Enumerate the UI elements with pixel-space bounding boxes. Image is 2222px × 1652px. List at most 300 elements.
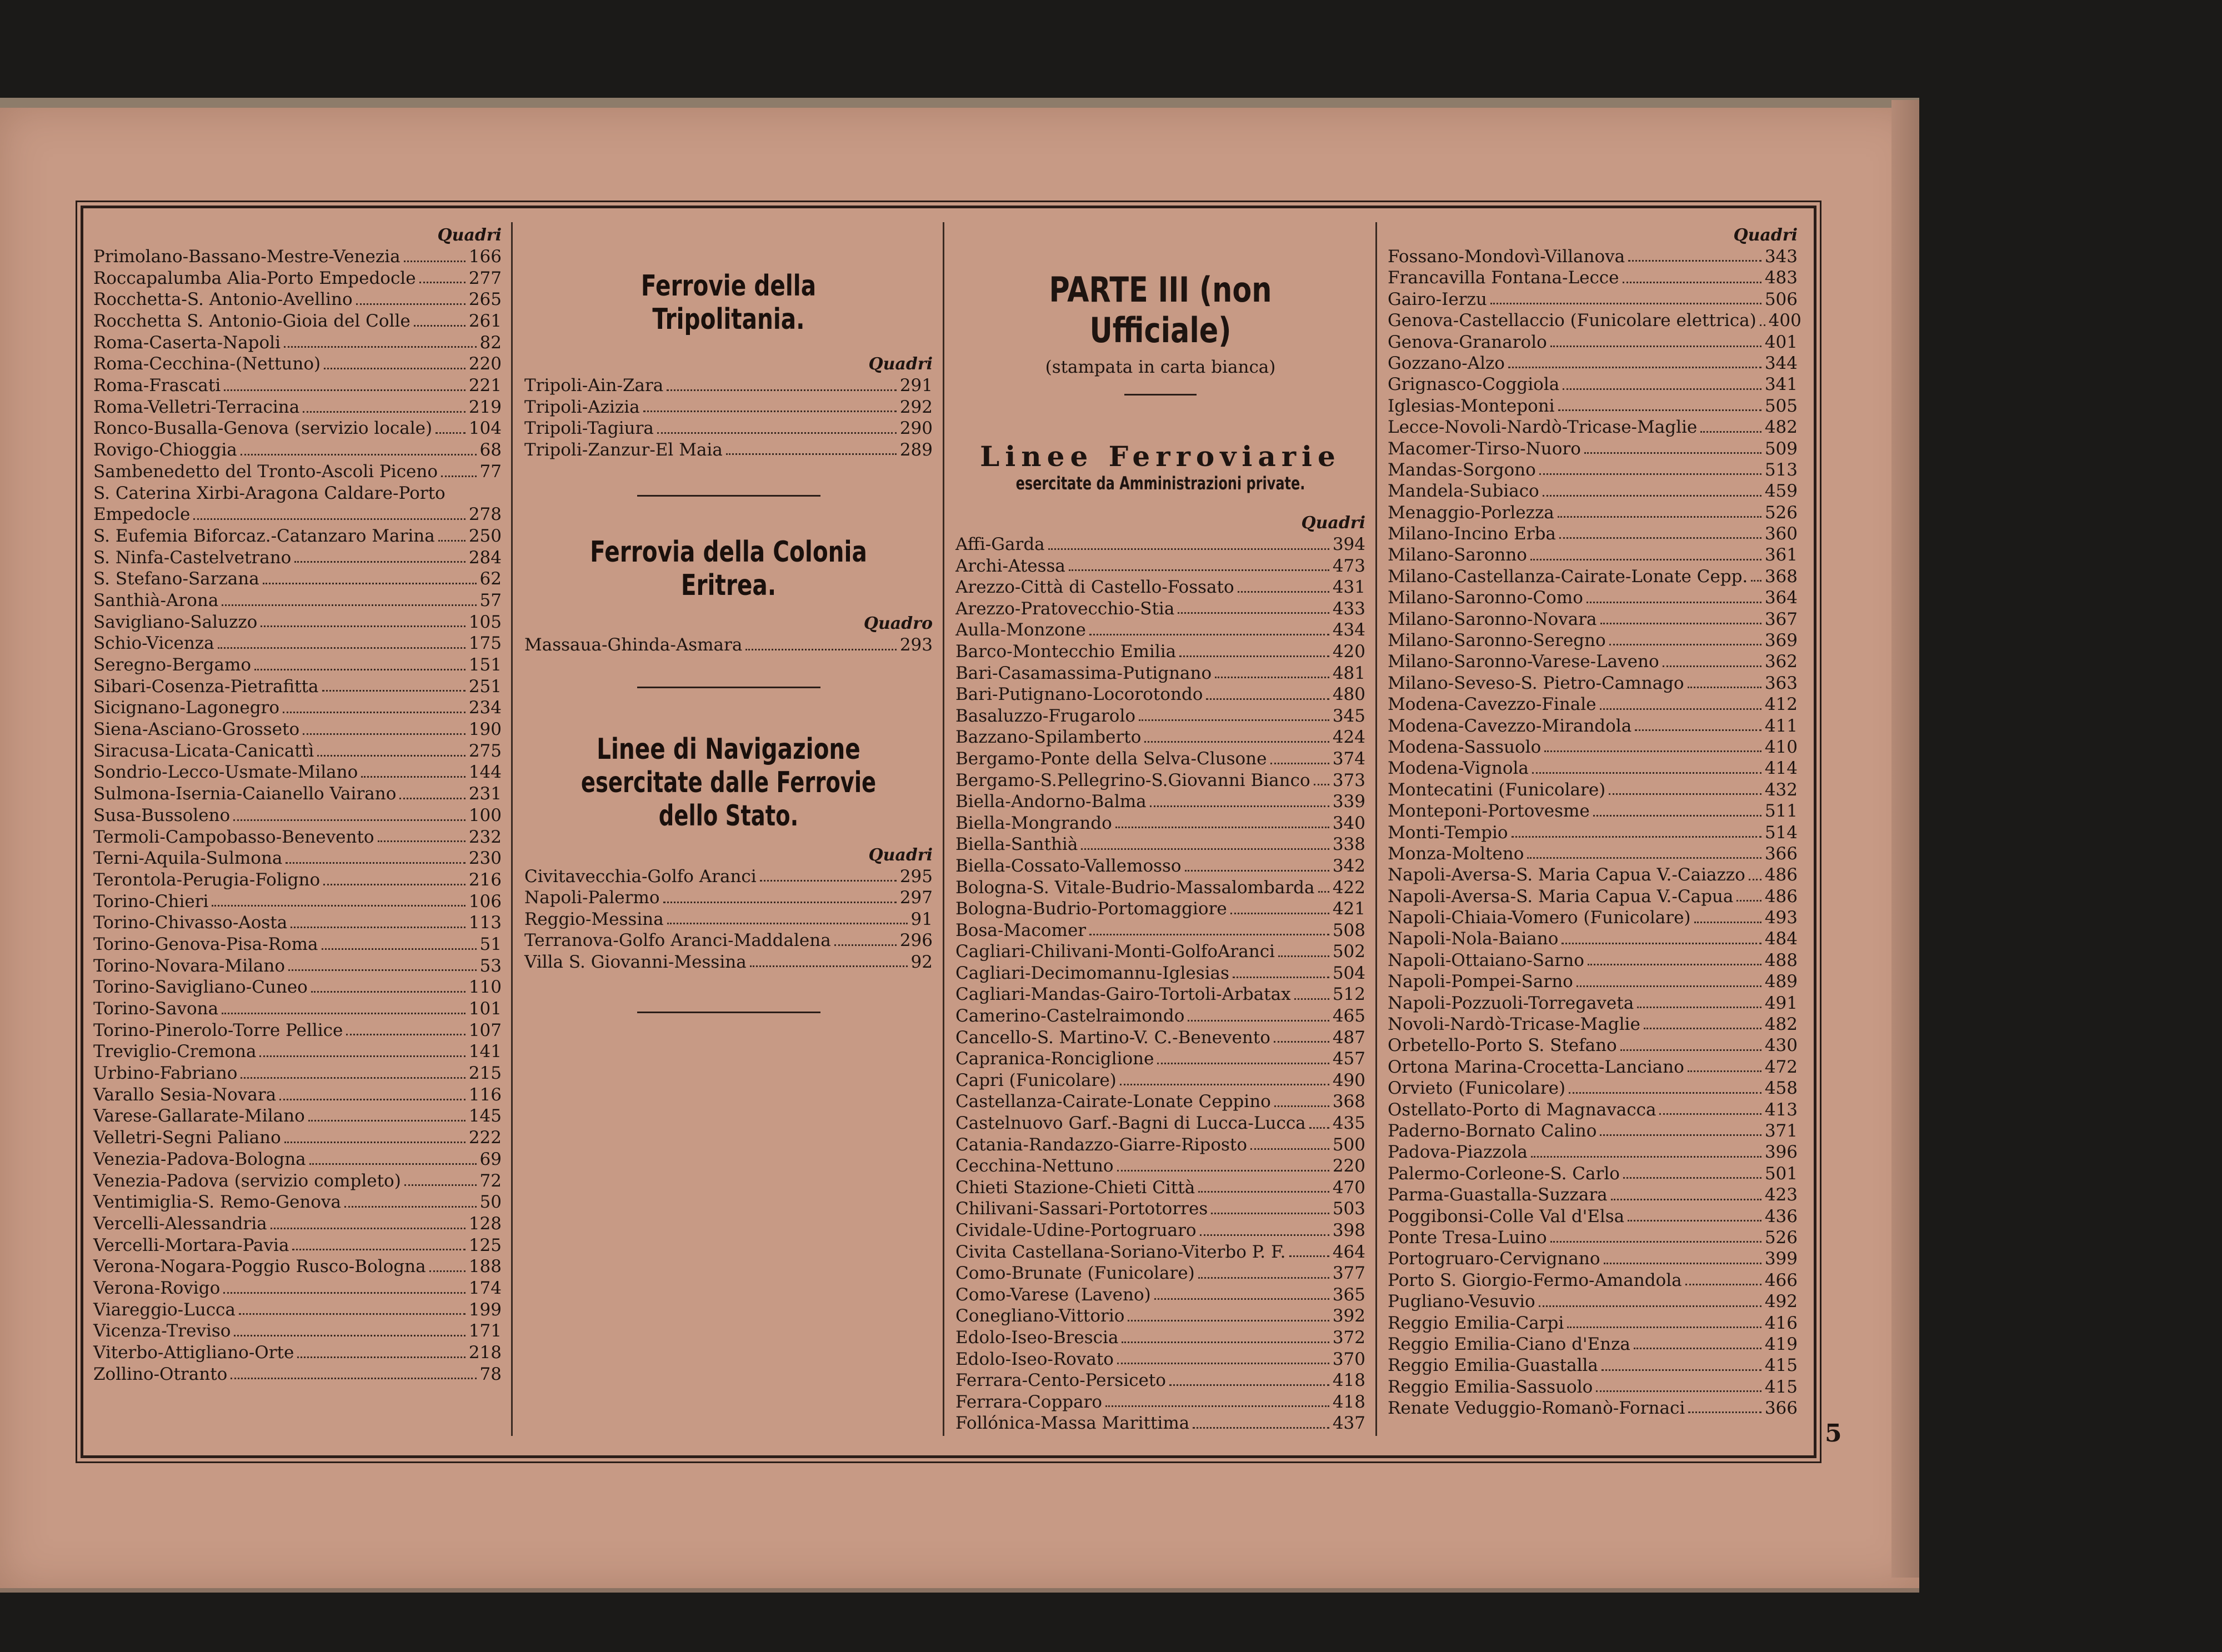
table-number: 277 xyxy=(468,268,502,288)
index-entry xyxy=(955,920,1365,942)
table-number: 221 xyxy=(468,376,502,396)
index-entry xyxy=(1388,950,1798,971)
dot-leader xyxy=(1179,655,1329,657)
dot-leader xyxy=(667,923,908,924)
index-entry xyxy=(1388,1142,1798,1163)
dot-leader xyxy=(1628,1220,1761,1222)
index-entry xyxy=(955,963,1365,984)
table-number: 502 xyxy=(1332,942,1365,962)
dot-leader xyxy=(1117,1363,1329,1364)
quadri-header: Quadri xyxy=(868,354,933,374)
index-entry xyxy=(955,1198,1365,1220)
index-entry xyxy=(93,719,502,740)
table-number: 420 xyxy=(1332,641,1365,662)
route-name: Sulmona-Isernia-Caianello Vairano xyxy=(93,784,397,804)
route-name: Viterbo-Attigliano-Orte xyxy=(93,1343,294,1363)
table-number: 481 xyxy=(1332,663,1365,683)
index-entry xyxy=(1388,1313,1798,1334)
index-entry xyxy=(524,418,933,439)
table-number: 503 xyxy=(1332,1199,1365,1219)
table-number: 377 xyxy=(1332,1263,1365,1284)
index-entry xyxy=(955,791,1365,813)
route-name: Primolano-Bassano-Mestre-Venezia xyxy=(93,246,401,267)
table-number: 220 xyxy=(468,354,502,374)
index-entry xyxy=(1388,673,1798,694)
part-heading: PARTE III (non Ufficiale) xyxy=(1049,269,1272,351)
route-name: Villa S. Giovanni-Messina xyxy=(524,952,747,972)
dot-leader xyxy=(643,411,897,412)
route-name: Capri (Funicolare) xyxy=(955,1070,1117,1090)
dot-leader xyxy=(667,389,897,391)
route-name: Venezia-Padova-Bologna xyxy=(93,1149,306,1169)
dot-leader xyxy=(1644,1028,1761,1029)
table-number: 261 xyxy=(468,311,502,332)
section-subtitle-linee: esercitate da Amministrazioni private. xyxy=(1015,473,1305,494)
route-name: Bosa-Macomer xyxy=(955,920,1087,940)
table-number: 125 xyxy=(468,1235,502,1255)
dot-leader xyxy=(1588,964,1761,965)
dot-leader xyxy=(1634,1348,1761,1349)
dot-leader xyxy=(294,561,465,563)
index-entry xyxy=(93,1342,502,1364)
table-number: 105 xyxy=(468,612,502,632)
route-name: Terranova-Golfo Aranci-Maddalena xyxy=(524,930,831,950)
index-entry xyxy=(955,941,1365,963)
route-name: Biella-Mongrando xyxy=(955,813,1112,833)
quadri-header: Quadri xyxy=(868,845,933,865)
table-number: 399 xyxy=(1764,1249,1798,1269)
index-entry xyxy=(1388,609,1798,630)
index-entry xyxy=(955,898,1365,920)
index-column-2 xyxy=(524,225,933,1013)
table-number: 435 xyxy=(1332,1113,1365,1134)
route-name: Torino-Savigliano-Cuneo xyxy=(93,977,308,998)
route-name: Torino-Savona xyxy=(93,999,219,1019)
index-entry xyxy=(93,633,502,654)
index-entry xyxy=(955,663,1365,684)
route-name: Urbino-Fabriano xyxy=(93,1063,238,1084)
dot-leader xyxy=(1490,303,1761,304)
route-name: Civita Castellana-Soriano-Viterbo P. F. xyxy=(955,1241,1286,1262)
dot-leader xyxy=(1233,977,1329,978)
dot-leader xyxy=(1178,612,1329,614)
table-number: 116 xyxy=(468,1084,502,1105)
index-entry xyxy=(93,332,502,354)
dot-leader xyxy=(1623,282,1761,283)
index-entry xyxy=(1388,1376,1798,1398)
index-entry xyxy=(93,461,502,483)
index-column-3 xyxy=(955,225,1365,1434)
route-name: Empedocle xyxy=(93,504,191,525)
route-name: Sambenedetto del Tronto-Ascoli Piceno xyxy=(93,461,438,482)
table-number: 340 xyxy=(1332,813,1365,833)
route-name: Reggio Emilia-Carpi xyxy=(1388,1313,1564,1333)
table-number: 368 xyxy=(1332,1092,1365,1112)
dot-leader xyxy=(1270,763,1329,764)
index-entry xyxy=(1388,267,1798,288)
dot-leader xyxy=(222,604,476,606)
dot-leader xyxy=(663,902,897,903)
table-number: 297 xyxy=(899,888,933,908)
dot-leader xyxy=(317,755,466,757)
index-entry xyxy=(1388,396,1798,417)
index-entry xyxy=(93,848,502,869)
index-entry xyxy=(955,1177,1365,1199)
table-number: 343 xyxy=(1764,246,1798,267)
index-entry xyxy=(93,1149,502,1170)
dot-leader xyxy=(1539,473,1761,475)
dot-leader xyxy=(1609,644,1761,645)
table-number: 144 xyxy=(468,762,502,783)
table-number: 175 xyxy=(468,633,502,654)
route-name: Susa-Bussoleno xyxy=(93,805,231,825)
dot-leader xyxy=(1760,324,1765,326)
table-number: 509 xyxy=(1764,438,1798,459)
table-number: 296 xyxy=(899,930,933,950)
dot-leader xyxy=(1600,623,1761,624)
dot-leader xyxy=(1736,900,1761,902)
index-entry xyxy=(955,1027,1365,1049)
dot-leader xyxy=(1211,1213,1329,1214)
table-number: 364 xyxy=(1764,588,1798,608)
index-entry xyxy=(1388,1227,1798,1248)
table-number: 57 xyxy=(479,590,502,610)
route-name: Bari-Casamassima-Putignano xyxy=(955,663,1212,683)
index-entry xyxy=(955,1370,1365,1391)
index-entry xyxy=(93,1278,502,1299)
table-number: 492 xyxy=(1764,1291,1798,1312)
table-number: 487 xyxy=(1332,1027,1365,1048)
index-list xyxy=(524,634,933,656)
index-entry xyxy=(955,1091,1365,1113)
table-number: 50 xyxy=(479,1192,502,1213)
route-name: Vercelli-Mortara-Pavia xyxy=(93,1235,289,1255)
route-name: Cagliari-Mandas-Gairo-Tortoli-Arbatax xyxy=(955,984,1291,1005)
index-entry xyxy=(1388,332,1798,353)
quadri-header: Quadri xyxy=(1733,226,1798,245)
route-name: Terontola-Perugia-Foligno xyxy=(93,869,321,890)
index-entry xyxy=(1388,737,1798,758)
table-number: 289 xyxy=(899,439,933,460)
table-number: 366 xyxy=(1764,843,1798,864)
index-entry xyxy=(955,1349,1365,1370)
route-name: Reggio-Messina xyxy=(524,909,664,929)
dot-leader xyxy=(254,669,466,670)
index-entry xyxy=(955,1391,1365,1413)
index-entry xyxy=(1388,1184,1798,1205)
dot-leader xyxy=(279,1099,466,1100)
route-name: Milano-Saronno-Novara xyxy=(1388,609,1597,629)
dot-leader xyxy=(1550,346,1761,347)
index-entry xyxy=(1388,1206,1798,1227)
index-entry xyxy=(93,998,502,1020)
table-number: 338 xyxy=(1332,834,1365,855)
route-name: Sibari-Cosenza-Pietrafitta xyxy=(93,676,319,697)
dot-leader xyxy=(419,282,466,283)
table-number: 392 xyxy=(1332,1306,1365,1326)
route-name: Viareggio-Lucca xyxy=(93,1299,236,1320)
quadri-header: Quadri xyxy=(437,226,502,245)
table-number: 234 xyxy=(468,698,502,718)
index-entry xyxy=(93,439,502,461)
route-name: Catania-Randazzo-Giarre-Riposto xyxy=(955,1134,1248,1155)
table-number: 457 xyxy=(1332,1049,1365,1069)
dot-leader xyxy=(378,840,466,842)
index-entry xyxy=(1388,886,1798,907)
dot-leader xyxy=(1532,772,1761,774)
index-entry xyxy=(93,891,502,913)
dot-leader xyxy=(1089,934,1329,935)
dot-leader xyxy=(344,1206,477,1208)
dot-leader xyxy=(1081,848,1329,850)
dot-leader xyxy=(1512,836,1761,838)
dot-leader xyxy=(1200,1234,1329,1236)
route-name: S. Caterina Xirbi-Aragona Caldare-Porto xyxy=(93,483,446,503)
route-name: Portogruaro-Cervignano xyxy=(1388,1249,1600,1269)
route-name: Napoli-Nola-Baiano xyxy=(1388,929,1559,949)
table-number: 465 xyxy=(1332,1006,1365,1027)
section-title-eritrea: Ferrovia della Colonia Eritrea. xyxy=(590,535,867,602)
dot-leader xyxy=(1318,891,1329,893)
index-entry xyxy=(1388,480,1798,502)
route-name: Monza-Molteno xyxy=(1388,843,1524,864)
table-number: 250 xyxy=(468,525,502,546)
dot-leader xyxy=(1567,1326,1761,1328)
dot-leader xyxy=(1543,495,1761,497)
table-number: 421 xyxy=(1332,899,1365,919)
index-entry xyxy=(1388,1291,1798,1312)
table-number: 398 xyxy=(1332,1220,1365,1240)
route-name: Ronco-Busalla-Genova (servizio locale) xyxy=(93,418,433,439)
route-name: Cagliari-Chilivani-Monti-GolfoAranci xyxy=(955,942,1275,962)
section-title-navigazione: Linee di Navigazione xyxy=(597,732,860,766)
index-entry xyxy=(93,612,502,633)
index-entry xyxy=(1388,310,1801,331)
table-number: 145 xyxy=(468,1106,502,1127)
dot-leader xyxy=(429,1270,466,1272)
dot-leader xyxy=(1238,591,1329,593)
route-name: Tripoli-Ain-Zara xyxy=(524,376,664,396)
table-number: 473 xyxy=(1332,555,1365,576)
table-number: 458 xyxy=(1764,1078,1798,1099)
index-entry xyxy=(955,1305,1365,1327)
route-name: Follónica-Massa Marittima xyxy=(955,1413,1190,1434)
route-name: Biella-Andorno-Balma xyxy=(955,792,1147,812)
dot-leader xyxy=(1659,1113,1761,1115)
dot-leader xyxy=(441,475,477,477)
table-number: 101 xyxy=(468,999,502,1019)
route-name: Conegliano-Vittorio xyxy=(955,1306,1125,1326)
table-number: 113 xyxy=(468,913,502,933)
index-entry xyxy=(1388,1270,1798,1291)
table-number: 416 xyxy=(1764,1313,1798,1333)
index-entry xyxy=(93,955,502,977)
route-name: Torino-Novara-Milano xyxy=(93,955,286,976)
table-number: 190 xyxy=(468,719,502,740)
table-number: 482 xyxy=(1764,417,1798,438)
route-name: Reggio Emilia-Guastalla xyxy=(1388,1355,1598,1376)
column-divider xyxy=(511,222,513,1436)
route-name: Napoli-Pozzuoli-Torregaveta xyxy=(1388,993,1634,1013)
table-number: 394 xyxy=(1332,534,1365,554)
dot-leader xyxy=(1635,729,1761,731)
table-number: 362 xyxy=(1764,652,1798,672)
dot-leader xyxy=(261,625,465,627)
route-name: Roma-Velletri-Terracina xyxy=(93,397,300,417)
index-entry xyxy=(93,246,502,268)
route-name: Chieti Stazione-Chieti Città xyxy=(955,1177,1195,1198)
route-name: Parma-Guastalla-Suzzara xyxy=(1388,1185,1608,1205)
index-list xyxy=(955,534,1365,1434)
table-number: 100 xyxy=(468,805,502,825)
table-number: 222 xyxy=(468,1128,502,1148)
table-number: 92 xyxy=(910,952,933,972)
index-entry xyxy=(93,525,502,547)
index-entry xyxy=(955,727,1365,748)
route-name: Roccapalumba Alia-Porto Empedocle xyxy=(93,268,416,288)
route-name: Roma-Caserta-Napoli xyxy=(93,332,281,353)
route-name: Torino-Chieri xyxy=(93,891,209,912)
dot-leader xyxy=(297,1356,465,1358)
route-name: Bergamo-Ponte della Selva-Clusone xyxy=(955,748,1267,769)
route-name: Torino-Genova-Pisa-Roma xyxy=(93,934,318,954)
dot-leader xyxy=(193,518,465,520)
index-entry xyxy=(524,909,933,930)
table-number: 291 xyxy=(899,376,933,396)
route-name: Lecce-Novoli-Nardò-Tricase-Maglie xyxy=(1388,417,1698,438)
index-entry xyxy=(1388,715,1798,737)
table-number: 367 xyxy=(1764,609,1798,629)
route-name: Verona-Rovigo xyxy=(93,1278,221,1298)
index-entry xyxy=(1388,971,1798,992)
dot-leader xyxy=(241,1077,465,1079)
index-entry xyxy=(93,590,502,612)
table-number: 505 xyxy=(1764,396,1798,416)
index-entry xyxy=(524,952,933,973)
dot-leader xyxy=(1230,913,1329,914)
dot-leader xyxy=(657,432,897,434)
table-number: 419 xyxy=(1764,1334,1798,1354)
dot-leader xyxy=(1289,1255,1329,1257)
table-number: 432 xyxy=(1764,779,1798,800)
table-number: 422 xyxy=(1332,877,1365,898)
route-name: Milano-Saronno xyxy=(1388,545,1527,565)
dot-leader xyxy=(1069,569,1329,571)
table-number: 482 xyxy=(1764,1014,1798,1035)
route-name: Capranica-Ronciglione xyxy=(955,1049,1154,1069)
route-name: Montecatini (Funicolare) xyxy=(1388,779,1606,800)
route-name: Barco-Montecchio Emilia xyxy=(955,641,1177,662)
table-number: 396 xyxy=(1764,1142,1798,1163)
index-list xyxy=(524,866,933,973)
route-name: Seregno-Bergamo xyxy=(93,655,252,675)
route-name: Napoli-Ottaiano-Sarno xyxy=(1388,950,1584,970)
table-number: 295 xyxy=(899,866,933,887)
table-number: 345 xyxy=(1332,705,1365,726)
index-entry xyxy=(93,311,502,332)
dot-leader xyxy=(234,1335,465,1336)
index-entry xyxy=(524,930,933,952)
dot-leader xyxy=(414,325,466,327)
table-number: 488 xyxy=(1764,950,1798,970)
table-number: 415 xyxy=(1764,1376,1798,1397)
table-number: 365 xyxy=(1332,1284,1365,1305)
index-entry xyxy=(93,934,502,955)
route-name: Mandas-Sorgono xyxy=(1388,459,1536,480)
table-number: 371 xyxy=(1764,1121,1798,1141)
index-entry xyxy=(955,1048,1365,1070)
dot-leader xyxy=(1250,1148,1329,1150)
dot-leader xyxy=(1623,1177,1761,1179)
index-entry xyxy=(955,984,1365,1005)
route-name: Venezia-Padova (servizio completo) xyxy=(93,1170,401,1191)
index-entry xyxy=(93,1192,502,1213)
dot-leader xyxy=(1550,1241,1761,1243)
index-entry xyxy=(93,697,502,719)
dot-leader xyxy=(1749,879,1761,880)
route-name: Tripoli-Zanzur-El Maia xyxy=(524,439,723,460)
index-entry xyxy=(955,555,1365,577)
dot-leader xyxy=(324,368,466,369)
dot-leader xyxy=(1558,409,1761,411)
table-number: 514 xyxy=(1764,822,1798,843)
index-entry xyxy=(93,1299,502,1321)
table-number: 188 xyxy=(468,1256,502,1277)
index-entry xyxy=(1388,587,1798,608)
table-number: 430 xyxy=(1764,1035,1798,1056)
dot-leader xyxy=(1531,1156,1761,1158)
index-entry xyxy=(93,762,502,784)
index-entry xyxy=(93,676,502,698)
route-name: Monteponi-Portovesme xyxy=(1388,801,1590,822)
table-number: 171 xyxy=(468,1321,502,1341)
dot-leader xyxy=(308,1120,466,1122)
dot-leader xyxy=(1694,922,1761,923)
dot-leader xyxy=(834,944,897,946)
dot-leader xyxy=(212,905,465,907)
route-name: Treviglio-Cremona xyxy=(93,1042,257,1062)
dot-leader xyxy=(404,1184,477,1186)
route-name: Milano-Castellanza-Cairate-Lonate Cepp. xyxy=(1388,566,1748,587)
index-entry xyxy=(1388,779,1798,800)
index-entry xyxy=(1388,993,1798,1014)
dot-leader xyxy=(1539,1305,1761,1307)
table-number: 251 xyxy=(468,676,502,697)
index-entry xyxy=(93,504,502,525)
table-number: 423 xyxy=(1764,1185,1798,1205)
dot-leader xyxy=(1688,1411,1761,1413)
dot-leader xyxy=(259,1055,465,1057)
dot-leader xyxy=(284,1142,466,1143)
dot-leader xyxy=(436,432,466,434)
dot-leader xyxy=(1144,741,1329,743)
table-number: 341 xyxy=(1764,374,1798,395)
route-name: S. Stefano-Sarzana xyxy=(93,569,259,589)
dot-leader xyxy=(303,411,466,413)
index-entry xyxy=(93,268,502,289)
dot-leader xyxy=(1309,1127,1329,1129)
dot-leader xyxy=(1688,1070,1761,1072)
index-entry xyxy=(524,634,933,656)
index-entry xyxy=(955,813,1365,834)
route-name: Novoli-Nardò-Tricase-Maglie xyxy=(1388,1014,1640,1035)
index-entry xyxy=(955,619,1365,641)
route-name: Monti-Tempio xyxy=(1388,822,1508,843)
index-entry xyxy=(1388,907,1798,928)
index-entry xyxy=(1388,1120,1798,1142)
index-entry xyxy=(955,1113,1365,1134)
route-name: Iglesias-Monteponi xyxy=(1388,396,1555,416)
